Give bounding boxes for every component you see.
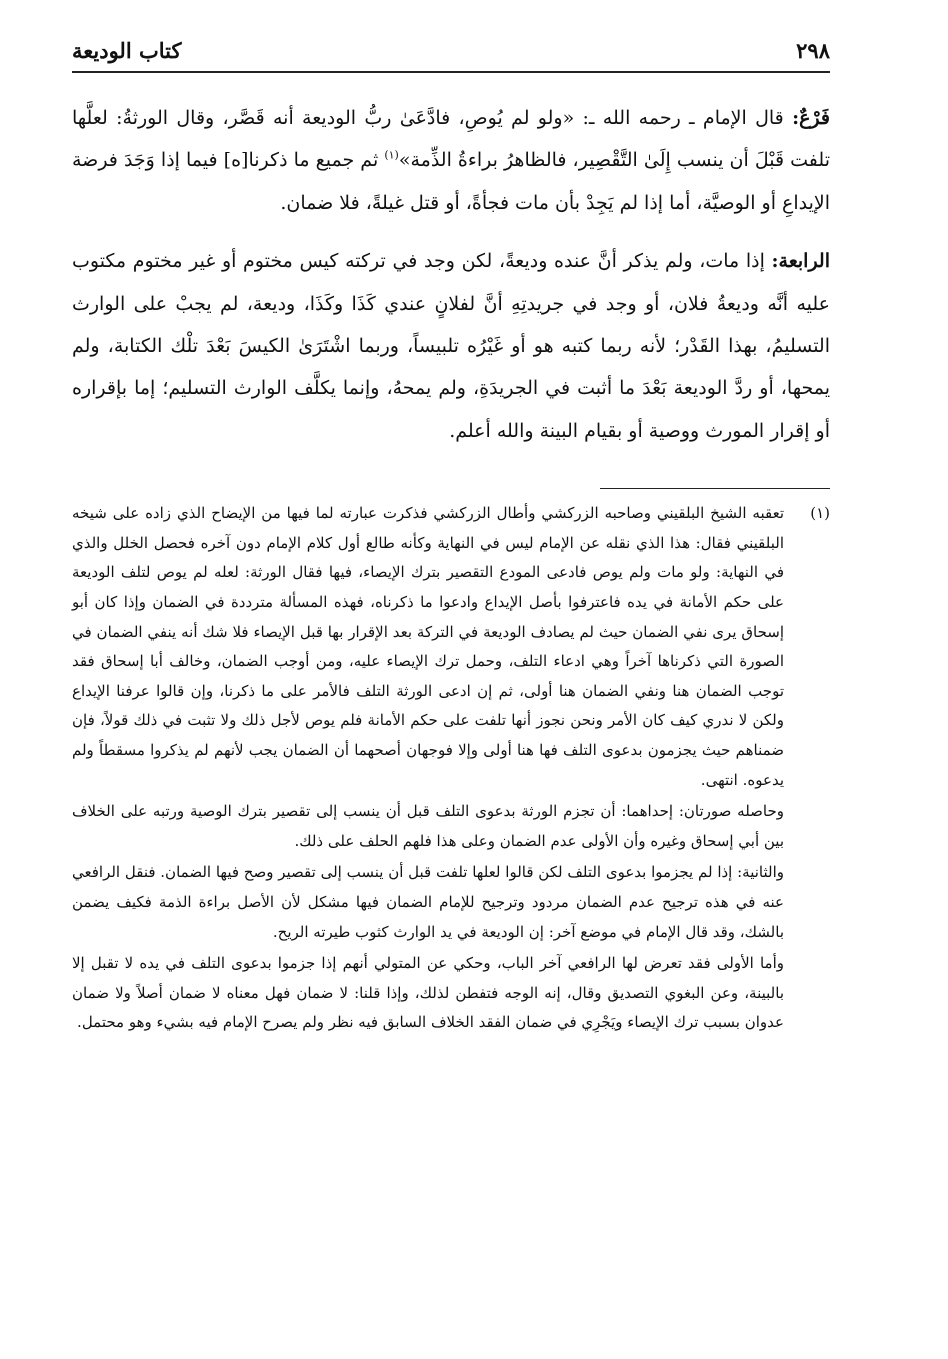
paragraph-rabia [72, 240, 830, 452]
footnote-paragraph: تعقبه الشيخ البلقيني وصاحبه الزركشي وأطال الزركشي فذكرت عبارته لما فيها من الإيضاح الذي زاده على شيخه البلقيني فقال: هذا الذي نقله عن الإمام ليس في النهاية وكأنه طالع أول كلام الإمام دون آخره فحصل الخلل والذي في النهاية: ولو مات ولم يوص فادعى المودع التقصير بترك الإيصاء، فيها فقال الورثة: لعله لم يوص لتلف الوديعة على حكم الأمانة في يده فاعترفوا بأصل الإيداع وادعوا ما ذكرناه، فهذه المسألة مترددة في الضمان وإذا كان أبو إسحاق يرى نفي الضمان حيث لم يصادف الوديعة في التركة بعد الإقرار بها قبل الإيصاء فلا شك أنه ينفي الضمان في الصورة التي ذكرناها آخراً وهي ادعاء التلف، وحمل ترك الإيصاء عليه، ومن أوجب الضمان، وخالف أبا إسحاق فقد توجب الضمان هنا ونفي الضمان هنا أولى، ثم إن ادعى الورثة التلف فالأمر على ما ذكرنا، وإن قالوا عرفنا الإيداع ولكن لا ندري كيف كان الأمر ونحن نجوز أنها تلفت على حكم الأمانة فلم يوص لأجل ذلك ولا تثبت في ذلك قولاً، فإن ضمناهم حيث يجزمون بدعوى التلف فها هنا أولى وإلا فوجهان أصحهما أن الضمان يجب لأنهم لم يذكروا مسقطاً ولم يدعوه. انتهى. [72, 504, 784, 789]
page-number: ٢٩٨ [796, 38, 830, 63]
footnote-reference[interactable]: (١) [384, 149, 399, 163]
paragraph-text: إذا مات، ولم يذكر أنَّ عنده وديعةً، لكن وجد في تركته كيس مختوم أو غير مختوم مكتوب عليه أنَّه وديعةُ فلان، أو وجد في جريدتِهِ أنَّ لفلانٍ عندي كَذَا وكَذَا، وديعة، لم يجبْ على الوارث التسليمُ، بهذا القَدْر؛ لأنه ربما كتبه هو أو غَيْرُه تلبيساً، وربما اشْتَرَىٰ الكيسَ بَعْدَ تلْك الكتابة، ولم يمحها، أو ردَّ الوديعة بَعْدَ ما أثبت في الجريدَةِ، ولم يمحهُ، وإنما يكلَّف الوارث التسليم؛ إما بإقراره أو إقرار المورث ووصية أو بقيام البينة والله أعلم. [72, 250, 830, 442]
footnote-paragraph: وحاصله صورتان: إحداهما: أن تجزم الورثة بدعوى التلف قبل أن ينسب إلى تقصير بترك الوصية ورتبه على الخلاف بين أبي إسحاق وغيره وأن الأولى عدم الضمان وعلى هذا فلهم الحلف على ذلك. [72, 802, 784, 850]
footnote-divider [600, 488, 830, 489]
footnote-1 [72, 499, 830, 1038]
paragraph-far [72, 97, 830, 224]
main-text [72, 97, 830, 452]
running-head [72, 38, 830, 73]
paragraph-text: ثم جميع ما ذكرنا[ه] فيما إذا وَجَدَ فرضة الإيداعِ أو الوصيَّة، أما إذا لم يَجِدْ بأن مات فجأةً، أو قتل غيلةً، فلا ضمان. [72, 149, 830, 214]
paragraph-text: قال الإمام ـ رحمه الله ـ: «ولو لم يُوصِ، فادَّعَىٰ ربُّ الوديعة أنه قَصَّر، وقال الورثةُ: لعلَّها تلفت قَبْلَ أن ينسب إِلَىٰ التَّقْصِير، فالظاهرُ براءةُ الذِّمة» [72, 107, 830, 172]
footnotes [72, 499, 830, 1038]
footnote-marker: (١) [810, 504, 830, 523]
footnote-paragraph: وأما الأولى فقد تعرض لها الرافعي آخر الباب، وحكي عن المتولي أنهم إذا جزموا بدعوى التلف في يده لا تقبل إلا بالبينة، وعن البغوي التصديق وقال، إنه الوجه فتفطن لذلك، وإذا قلنا: لا ضمان فهل معناه لا ضمان أصلاً ولا ضمان عدوان بسبب ترك الإيصاء ويَجْرِي في ضمان الفقد الخلاف السابق فيه نظر ولم يصرح الإمام فيه بشيء وهو محتمل. [72, 954, 784, 1032]
chapter-title: كتاب الوديعة [72, 38, 182, 63]
book-page [72, 38, 830, 1038]
paragraph-lead: فَرْعٌ: [792, 107, 830, 129]
paragraph-lead: الرابعة: [771, 250, 830, 273]
footnote-paragraph: والثانية: إذا لم يجزموا بدعوى التلف لكن قالوا لعلها تلفت قبل أن ينسب إلى تقصير وصح فيها الضمان. فنقل الرافعي عنه في هذه ترجيح عدم الضمان مردود وترجيح للإمام الضمان فيها مشكل لأن الأصل براءة الذمة فكيف يضمن بالشك، وقد قال الإمام في موضع آخر: إن الوديعة في يد الوارث كثوب طيرته الريح. [72, 863, 784, 941]
